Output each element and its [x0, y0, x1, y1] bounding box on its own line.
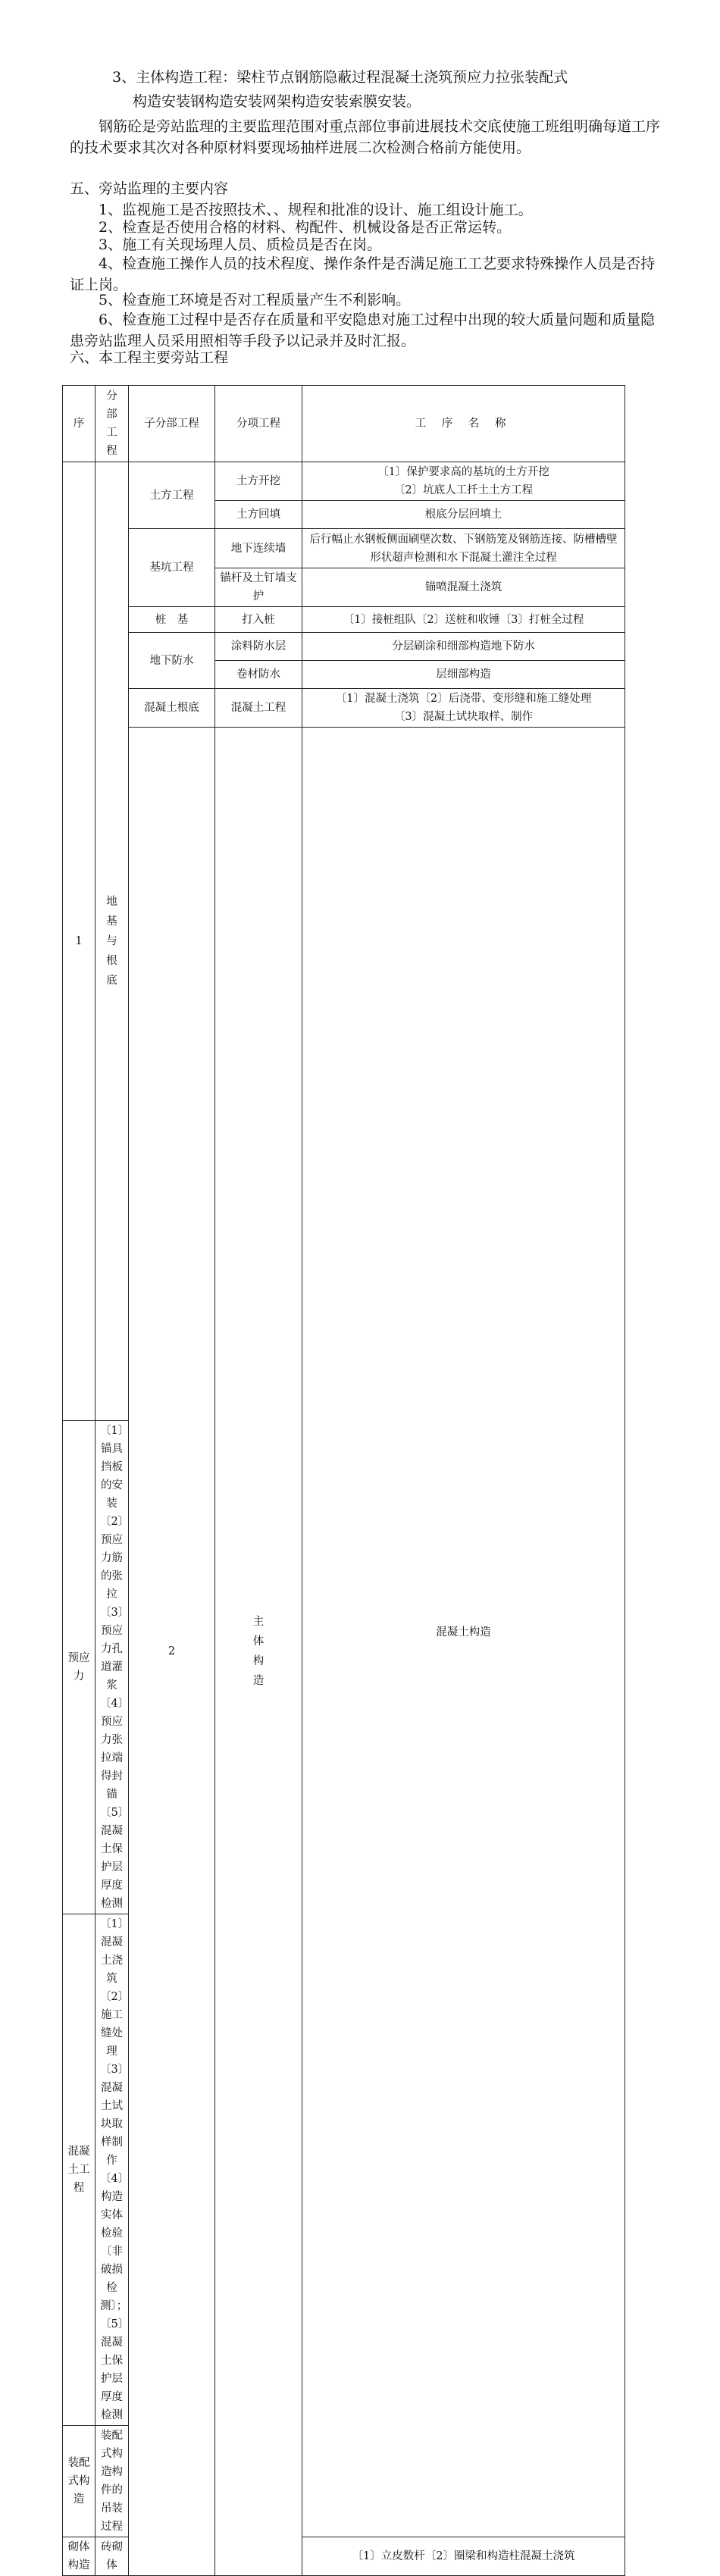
- excavation-procedure-2: 〔2〕坑底人工扦土土方工程: [393, 484, 534, 496]
- header-division: 分 部 工 程: [95, 386, 129, 462]
- item3-line1: 3、主体构造工程：梁柱节点钢筋隐蔽过程混凝土浇筑预应力拉张装配式: [112, 69, 568, 86]
- excavation-item: 土方开挖: [215, 462, 302, 501]
- section6-heading: 六、本工程主要旁站工程: [70, 349, 229, 366]
- foundation-concrete-procedure-2: 〔3〕混凝土试块取样、制作: [393, 711, 534, 723]
- excavation-procedure: [302, 462, 625, 501]
- foundation-concrete-procedure-1: 〔1〕混凝土浇筑〔2〕后浇带、变形缝和施工缝处理: [335, 693, 592, 705]
- diaphragm-wall-item: 地下连续墙: [215, 529, 302, 568]
- foundation-concrete-procedure: [302, 689, 625, 728]
- section5-item-2: 2、检查是否使用合格的材料、构配件、机械设备是否正常运转。: [99, 219, 512, 236]
- prestress-procedure: 〔1〕锚具挡板的安装〔2〕预应力筋的张拉〔3〕预应力孔道灌浆〔4〕预应力张拉端得封锚〔5〕混凝土保护层厚度检测: [95, 1421, 129, 1914]
- membrane-procedure: 层细部构造: [302, 661, 625, 689]
- section5-item-1: 1、监视施工是否按照技术、、规程和批准的设计、施工组设计施工。: [99, 202, 533, 218]
- diaphragm-wall-procedure: 后行幅止水钢板侧面刷壁次数、下钢筋笼及钢筋连接、防槽槽壁形状超声检测和水下混凝土灌注全过程: [302, 529, 625, 568]
- structure-concrete-procedure: 〔1〕混凝土浇筑〔2〕施工缝处理〔3〕混凝土试块取样制作〔4〕构造实体检验〔非破损检测〕；〔5〕混凝土保护层厚度检测: [95, 1914, 129, 2426]
- pit-subdivision: 基坑工程: [129, 529, 215, 607]
- anchor-procedure: 锚喷混凝土浇筑: [302, 568, 625, 607]
- driven-pile-item: 打入桩: [215, 607, 302, 633]
- pile-subdivision: 桩 基: [129, 607, 215, 633]
- section5-item-5: 5、检查施工环境是否对工程质量产生不利影响。: [99, 292, 411, 308]
- section5-item-6: 6、检查施工过程中是否存在质量和平安隐患对施工过程中出现的较大质量问题和质量隐患旁站监理人员采用照相等手段予以记录并及时汇报。: [70, 311, 656, 349]
- brick-item: 砖砌体: [95, 2537, 129, 2576]
- concrete-structure-subdivision: 混凝土构造: [302, 728, 625, 2537]
- section5-item-3: 3、施工有关现场理人员、质检员是否在岗。: [99, 236, 382, 253]
- item3-line2: 构造安装钢构造安装网架构造安装索膜安装。: [133, 93, 421, 110]
- foundation-concrete-item: 混凝土工程: [215, 689, 302, 728]
- waterproof-subdivision: 地下防水: [129, 633, 215, 689]
- coating-item: 涂料防水层: [215, 633, 302, 661]
- structure-concrete-item: 混凝土工程: [63, 1914, 95, 2426]
- earthwork-subdivision: 土方工程: [129, 462, 215, 529]
- group2-division: 主 体 构 造: [215, 728, 302, 2576]
- group1-division: 地 基 与 根 底: [95, 462, 129, 1421]
- backfill-procedure: 根底分层回填土: [302, 501, 625, 529]
- masonry-subdivision: 砌体构造: [63, 2537, 95, 2576]
- header-item: 分项工程: [215, 386, 302, 462]
- section5-heading: 五、旁站监理的主要内容: [70, 180, 229, 197]
- coating-procedure: 分层刷涂和细部构造地下防水: [302, 633, 625, 661]
- brick-procedure: 〔1〕立皮数杆〔2〕圈梁和构造柱混凝土浇筑: [302, 2537, 625, 2576]
- header-procedure: 工 序 名 称: [302, 386, 625, 462]
- group1-seq: 1: [63, 462, 95, 1421]
- section5-item-4: 4、检查施工操作人员的技术程度、操作条件是否满足施工工艺要求特殊操作人员是否持证上岗。: [70, 255, 656, 293]
- anchor-item: 锚杆及土钉墙支护: [215, 568, 302, 607]
- supervision-items-table: [62, 385, 625, 2576]
- membrane-item: 卷材防水: [215, 661, 302, 689]
- backfill-item: 土方回填: [215, 501, 302, 529]
- prefab-procedure: 装配式构造构件的吊装过程: [95, 2426, 129, 2537]
- prefab-item: 装配式构造: [63, 2426, 95, 2537]
- steel-paragraph: 钢筋砼是旁站监理的主要监理范围对重点部位事前进展技术交底使施工班组明确每道工序的技术要求其次对各种原材料要现场抽样进展二次检测合格前方能使用。: [70, 118, 661, 156]
- header-subdivision: 子分部工程: [129, 386, 215, 462]
- concrete-foundation-subdivision: 混凝土根底: [129, 689, 215, 728]
- driven-pile-procedure: 〔1〕接桩组队〔2〕送桩和收锤〔3〕打桩全过程: [302, 607, 625, 633]
- excavation-procedure-1: 〔1〕保护要求高的基坑的土方开挖: [377, 466, 549, 478]
- header-seq: 序: [63, 386, 95, 462]
- prestress-item: 预应力: [63, 1421, 95, 1914]
- group2-seq: 2: [129, 728, 215, 2576]
